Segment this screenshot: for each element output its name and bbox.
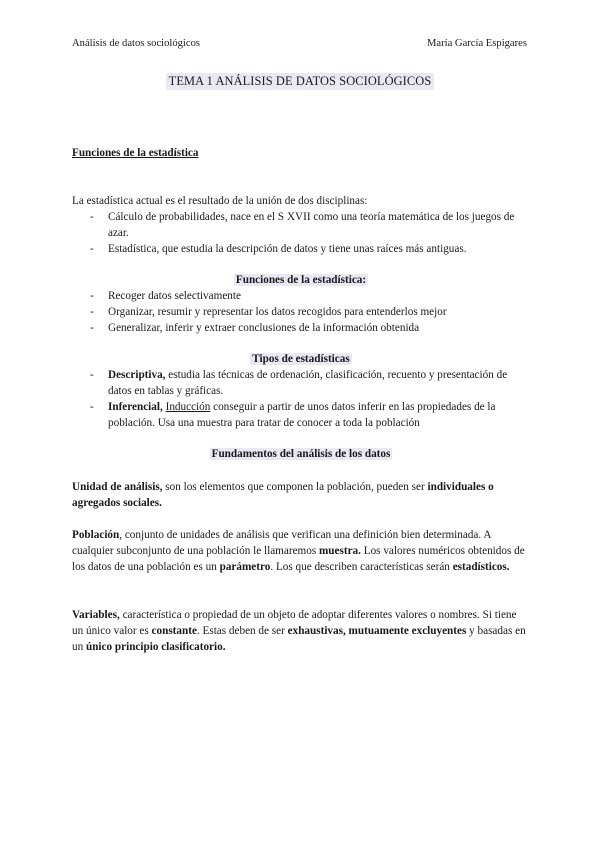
header-left: Análisis de datos sociológicos	[72, 38, 200, 49]
type-text: conseguir a partir de unos datos inferir en las propiedades de la población. Usa una muestra para tratar de conocer a toda la población	[108, 401, 496, 429]
variables-body-2: . Estas deben de ser	[196, 625, 288, 637]
header-right: María García Espigares	[426, 38, 527, 49]
type-underlined: Inducción	[165, 401, 211, 413]
list-item	[72, 367, 530, 399]
type-term: Descriptiva,	[108, 369, 166, 381]
type-text: estudia las técnicas de ordenación, clasificación, recuento y presentación de datos en tablas y gráficas.	[108, 369, 508, 397]
poblacion-bold-1: muestra.	[318, 545, 361, 557]
functions-heading	[72, 272, 530, 288]
functions-block	[72, 272, 530, 336]
list-item: - Estadística, que estudia la descripción de datos y tiene unas raíces más antiguas.	[72, 241, 530, 257]
variables-term: Variables,	[72, 609, 120, 621]
poblacion-term: Población	[72, 529, 120, 541]
list-item: - Cálculo de probabilidades, nace en el S XVII como una teoría matemática de los juegos de azar.	[72, 209, 530, 241]
unidad-bold: individuales o agregados sociales.	[72, 481, 494, 509]
types-list	[72, 367, 530, 431]
poblacion-text	[72, 527, 530, 575]
variables-paragraph	[72, 607, 530, 655]
intro-paragraph: La estadística actual es el resultado de la unión de dos disciplinas:	[72, 195, 368, 207]
intro-block	[72, 193, 530, 257]
types-heading-text: Tipos de estadísticas	[252, 353, 350, 365]
list-item	[72, 399, 530, 431]
types-heading	[72, 351, 530, 367]
variables-bold-2: exhaustivas, mutuamente excluyentes	[287, 625, 467, 637]
section-title: Funciones de la estadística	[72, 147, 199, 159]
types-block	[72, 351, 530, 431]
fundamentals-heading-text: Fundamentos del análisis de los datos	[211, 448, 391, 460]
list-item: - Organizar, resumir y representar los datos recogidos para entenderlos mejor	[72, 304, 530, 320]
unidad-text	[72, 479, 530, 511]
poblacion-body-2: Los valores numéricos obtenidos de los datos de una población es un	[72, 545, 525, 573]
variables-bold-3: único principio clasificatorio.	[85, 641, 226, 653]
poblacion-paragraph	[72, 527, 530, 575]
variables-body-3: y basadas en un	[72, 625, 526, 653]
unidad-paragraph	[72, 479, 530, 511]
unidad-term: Unidad de análisis,	[72, 481, 163, 493]
variables-body-1: característica o propiedad de un objeto de adoptar diferentes valores o nombres. Si tiene un único valor es	[72, 609, 517, 637]
disciplines-list	[72, 209, 530, 257]
functions-heading-text: Funciones de la estadística:	[235, 274, 367, 286]
fundamentals-heading	[72, 446, 530, 462]
title-wrap	[0, 73, 600, 90]
variables-bold-1: constante	[151, 625, 197, 637]
functions-list	[72, 288, 530, 336]
unidad-body: son los elementos que componen la población, pueden ser	[162, 481, 428, 493]
list-item: - Recoger datos selectivamente	[72, 288, 530, 304]
poblacion-bold-2: parámetro	[219, 561, 271, 573]
type-term: Inferencial,	[108, 401, 163, 413]
poblacion-body-1: , conjunto de unidades de análisis que verifican una definición bien determinada. A cualquier subconjunto de una población le llamaremos	[72, 529, 491, 557]
poblacion-body-3: . Los que describen características serán	[270, 561, 453, 573]
variables-text	[72, 607, 530, 655]
list-item: - Generalizar, inferir y extraer conclusiones de la información obtenida	[72, 320, 530, 336]
document-title: TEMA 1 ANÁLISIS DE DATOS SOCIOLÓGICOS	[166, 73, 435, 90]
poblacion-bold-3: estadísticos.	[452, 561, 510, 573]
